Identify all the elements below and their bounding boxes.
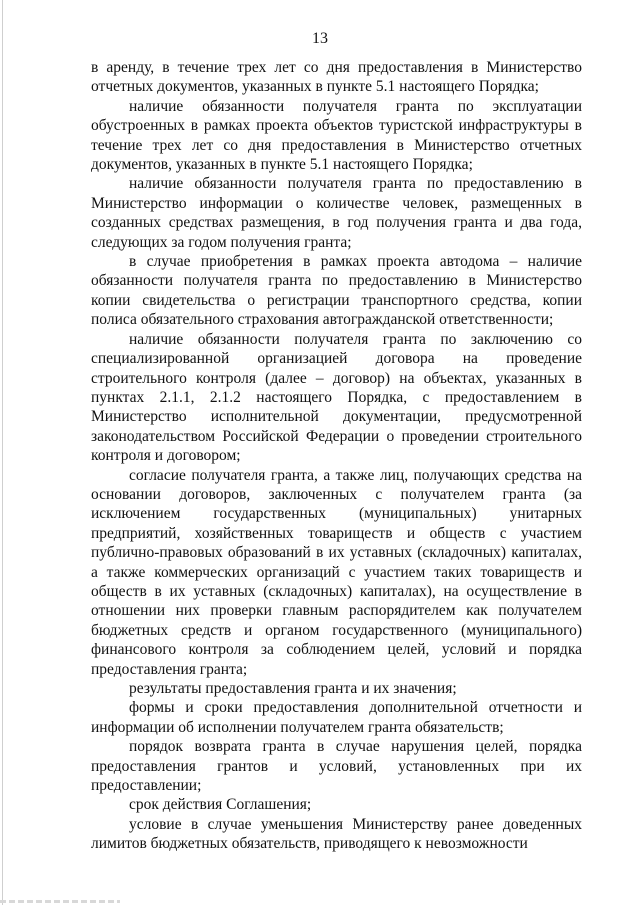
paragraph-continuation: в аренду, в течение трех лет со дня предоставления в Министерство отчетных документов, указанных в пункте 5.1 настоящего Порядка; (91, 59, 582, 96)
paragraph-exploitation-obligation: наличие обязанности получателя гранта по эксплуатации обустроенных в рамках проекта объектов туристской инфраструктуры в течение трех лет со дня предоставления в Министерство отчетных документов, указанных в пункте 5.1 настоящего Порядка; (91, 97, 582, 174)
scan-footer-mark (0, 900, 120, 903)
paragraph-agreement-term: срок действия Соглашения; (129, 796, 312, 814)
document-body (91, 58, 582, 854)
paragraph-accommodation-info-obligation: наличие обязанности получателя гранта по предоставлению в Министерство информации о количестве человек, размещенных в созданных средствах размещения, в год получения гранта и два года, следующих за годом получения гранта; (91, 175, 582, 251)
paragraph-budget-limits-condition: условие в случае уменьшения Министерству ранее доведенных лимитов бюджетных обязательств, приводящего к невозможности (91, 815, 582, 853)
paragraph-construction-control-contract: наличие обязанности получателя гранта по заключению со специализированной организацией договора на проведение строительного контроля (далее – договор) на объектах, указанных в пунктах 2.1.1, 2.1.2 настоящего Порядка, с предоставлением в Министерство исполнительной документации, предусмотренной законодательством Российской Федерации о проведении строительного контроля и договором; (91, 330, 582, 465)
page-left-edge (2, 0, 3, 905)
paragraph-motorhome-documents: в случае приобретения в рамках проекта автодома – наличие обязанности получателя гранта по предоставлению в Министерство копии свидетельства о регистрации транспортного средства, копии полиса обязательного страхования автогражданской ответственности; (91, 253, 582, 329)
paragraph-return-procedure: порядок возврата гранта в случае нарушения целей, порядка предоставления грантов и условий, установленных при их предоставлении; (91, 738, 582, 795)
page-number: 13 (312, 30, 328, 47)
paragraph-grant-results: результаты предоставления гранта и их значения; (129, 680, 457, 697)
paragraph-inspection-consent: согласие получателя гранта, а также лиц, получающих средства на основании договоров, заключенных с получателем гранта (за исключением государственных (муниципальных) унитарных предприятий, хозяйственных товариществ и обществ с участием публично-правовых образований в их уставных (складочных) капиталах, а также коммерческих организаций с участием таких товариществ и обществ в их уставных (складочных) капиталах), на осуществление в отношении них проверки главным распорядителем как получателем бюджетных средств и органом государственного (муниципального) финансового контроля за соблюдением целей, условий и порядка предоставления гранта; (91, 466, 582, 678)
paragraph-reporting-forms: формы и сроки предоставления дополнительной отчетности и информации об исполнении получателем гранта обязательств; (91, 699, 582, 736)
